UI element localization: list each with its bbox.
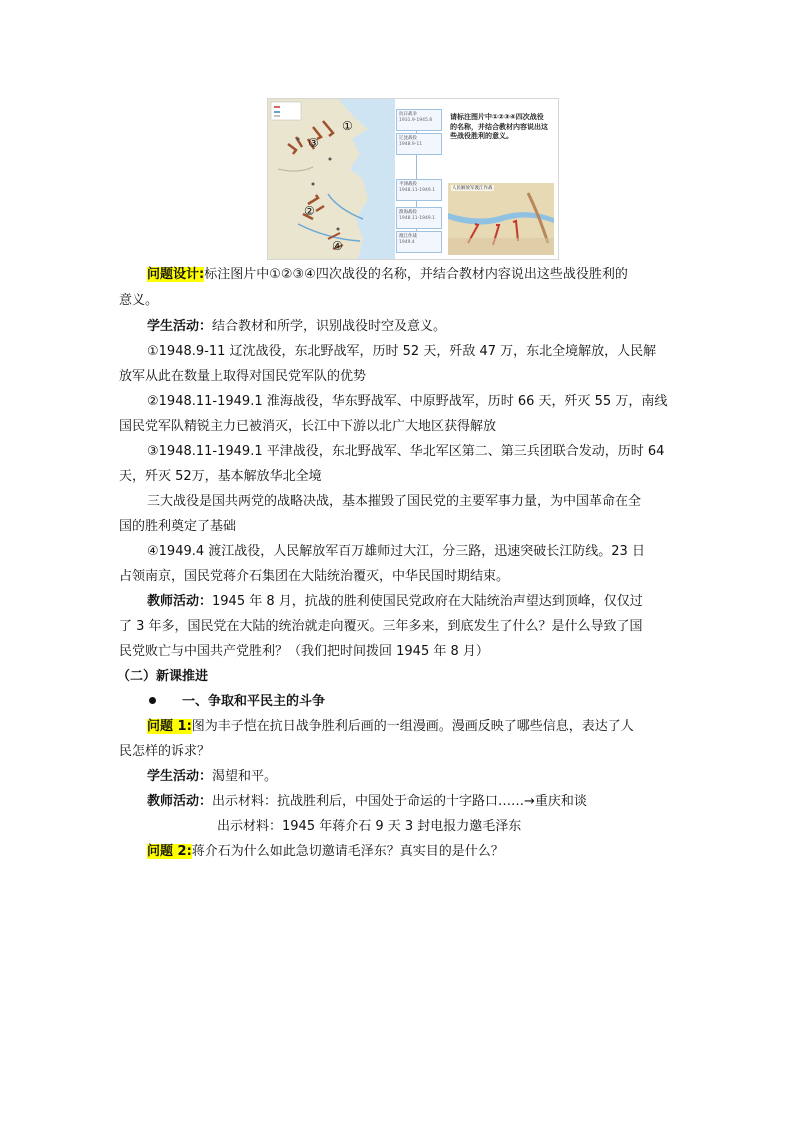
- question-design-line: [147, 266, 628, 284]
- bullet-heading: 一、争取和平民主的斗争: [182, 694, 326, 709]
- student-activity-label: 学生活动：: [147, 319, 213, 334]
- marker-2: ②: [304, 204, 315, 218]
- question-1-text-cont: 民怎样的诉求？: [119, 744, 211, 759]
- question-2-label: 问题 2:: [147, 844, 192, 859]
- timeline-item-date: 1949.4: [399, 240, 415, 245]
- question-2-text: 蒋介石为什么如此急切邀请毛泽东？真实目的是什么？: [191, 844, 504, 859]
- timeline-item-name: 渡江作战: [399, 234, 417, 239]
- section-heading: （二）新课推进: [117, 669, 209, 684]
- battle-item-2: ②1948.11-1949.1 淮海战役，华东野战军、中原野战军，历时 66 天，歼灭 55 万，南线: [147, 394, 668, 409]
- battle-timeline: [396, 103, 444, 253]
- timeline-item: [396, 207, 442, 229]
- question-design-text-cont: 意义。: [119, 293, 159, 308]
- teacher-activity-line: [147, 793, 587, 811]
- student-activity-line: [147, 768, 277, 786]
- marker-1: ①: [342, 119, 353, 133]
- battle-item-4-cont: 占领南京，国民党蒋介石集团在大陆统治覆灭，中华民国时期结束。: [119, 569, 510, 584]
- student-activity-line: [147, 318, 446, 336]
- summary-text-cont: 国的胜利奠定了基础: [119, 519, 237, 534]
- figure-prompt: 请标注图片中①②③④四次战役的名称，并结合教材内容说出这些战役胜利的意义。: [450, 113, 548, 140]
- teacher-activity-label: 教师活动：: [147, 594, 213, 609]
- timeline-item-date: 1948.11-1949.1: [399, 216, 435, 221]
- timeline-item-name: 淮海战役: [399, 210, 417, 215]
- question-1-label: 问题 1:: [147, 719, 192, 734]
- timeline-item-date: 1948.11-1949.1: [399, 188, 435, 193]
- timeline-item: [396, 109, 442, 131]
- teacher-activity-text-cont: 民党败亡与中国共产党胜利？（我们把时间拨回 1945 年 8 月）: [119, 644, 489, 659]
- timeline-item-name: 抗日战争: [399, 112, 417, 117]
- timeline-item: [396, 133, 442, 155]
- bullet-icon: [149, 697, 156, 704]
- question-1-line: [147, 718, 634, 736]
- bullet-heading-line: [147, 693, 325, 711]
- teacher-activity-text: 出示材料：抗战胜利后，中国处于命运的十字路口……→重庆和谈: [212, 794, 587, 809]
- battle-item-1-cont: 放军从此在数量上取得对国民党军队的优势: [119, 369, 367, 384]
- battle-item-3: ③1948.11-1949.1 平津战役，东北野战军、华北军区第二、第三兵团联合发动，历时 64: [147, 444, 665, 459]
- timeline-item-name: 平津战役: [399, 182, 417, 187]
- student-activity-text: 渴望和平。: [212, 769, 278, 784]
- question-1-text: 图为丰子恺在抗日战争胜利后画的一组漫画。漫画反映了哪些信息，表达了人: [191, 719, 634, 734]
- timeline-item-name: 辽沈战役: [399, 136, 417, 141]
- teacher-activity-text-cont: 出示材料：1945 年蒋介石 9 天 3 封电报力邀毛泽东: [217, 819, 522, 834]
- timeline-item: [396, 179, 442, 201]
- timeline-item-date: 1948.9-11: [399, 142, 423, 147]
- timeline-item-date: 1931.9-1945.8: [399, 118, 433, 123]
- student-activity-text: 结合教材和所学，识别战役时空及意义。: [212, 319, 447, 334]
- river-crossing-inset-map: [448, 183, 554, 255]
- teacher-activity-text-cont: 了 3 年多，国民党在大陆的统治就走向覆灭。三年多来，到底发生了什么？是什么导致了国: [119, 619, 643, 634]
- marker-4: ④: [332, 239, 343, 253]
- battle-map: [268, 99, 395, 259]
- teacher-activity-line: [147, 593, 643, 611]
- question-2-line: [147, 843, 504, 861]
- inset-title: 人民解放军渡江作战: [452, 186, 493, 191]
- student-activity-label: 学生活动：: [147, 769, 213, 784]
- teacher-activity-text: 1945 年 8 月，抗战的胜利使国民党政府在大陆统治声望达到顶峰，仅仅过: [212, 594, 643, 609]
- summary-text: 三大战役是国共两党的战略决战，基本摧毁了国民党的主要军事力量，为中国革命在全: [147, 494, 642, 509]
- marker-3: ③: [308, 136, 319, 150]
- teacher-activity-label: 教师活动：: [147, 794, 213, 809]
- question-design-text: 标注图片中①②③④四次战役的名称，并结合教材内容说出这些战役胜利的: [204, 267, 628, 282]
- battle-item-2-cont: 国民党军队精锐主力已被消灭，长江中下游以北广大地区获得解放: [119, 419, 497, 434]
- battle-item-3-cont: 天，歼灭 52万，基本解放华北全境: [119, 469, 322, 484]
- battle-item-1: ①1948.9-11 辽沈战役，东北野战军，历时 52 天，歼敌 47 万，东北全境解放，人民解: [147, 344, 657, 359]
- question-design-label: 问题设计:: [147, 267, 205, 282]
- battle-item-4: ④1949.4 渡江战役，人民解放军百万雄师过大江，分三路，迅速突破长江防线。23 日: [147, 544, 645, 559]
- battle-map-figure: [267, 98, 559, 260]
- timeline-item: [396, 231, 442, 253]
